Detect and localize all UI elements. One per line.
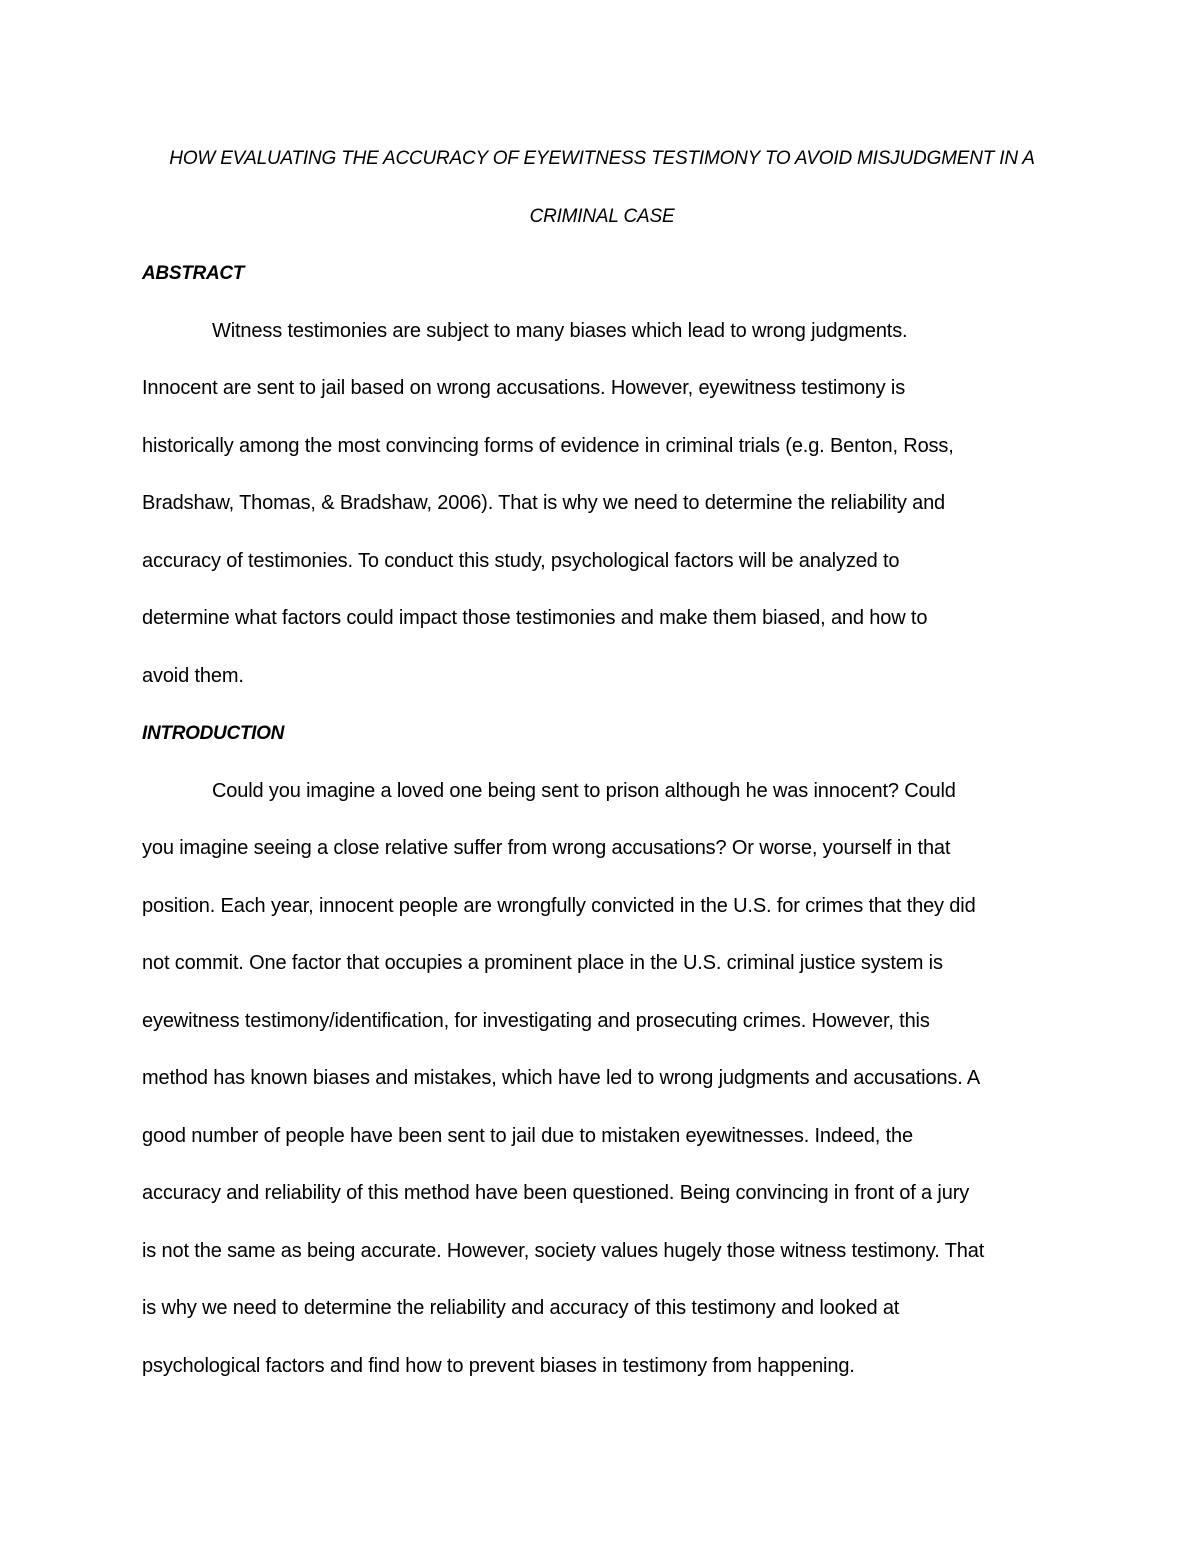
introduction-line: psychological factors and find how to prevent biases in testimony from happening. (142, 1354, 855, 1377)
introduction-line: is why we need to determine the reliability and accuracy of this testimony and looked at (142, 1297, 900, 1319)
introduction-line: not commit. One factor that occupies a prominent place in the U.S. criminal justice system is (142, 952, 943, 974)
document-title-line-1: HOW EVALUATING THE ACCURACY OF EYEWITNESS TESTIMONY TO AVOID MISJUDGMENT IN A (169, 148, 1035, 169)
introduction-line: you imagine seeing a close relative suffer from wrong accusations? Or worse, yourself in that (142, 837, 951, 859)
introduction-line: method has known biases and mistakes, which have led to wrong judgments and accusations. A (142, 1067, 981, 1089)
introduction-line: accuracy and reliability of this method have been questioned. Being convincing in front of a jury (142, 1182, 970, 1204)
introduction-line: is not the same as being accurate. However, society values hugely those witness testimony. That (142, 1239, 985, 1262)
abstract-line: accuracy of testimonies. To conduct this study, psychological factors will be analyzed to (142, 549, 900, 572)
abstract-heading: ABSTRACT (142, 263, 245, 284)
introduction-line: eyewitness testimony/identification, for investigating and prosecuting crimes. However, this (142, 1009, 930, 1032)
abstract-line: historically among the most convincing forms of evidence in criminal trials (e.g. Benton, Ross, (142, 434, 954, 457)
document-title-line-2: CRIMINAL CASE (529, 205, 675, 227)
abstract-line: determine what factors could impact those testimonies and make them biased, and how to (142, 607, 928, 629)
introduction-heading: INTRODUCTION (142, 723, 285, 744)
abstract-line: Bradshaw, Thomas, & Bradshaw, 2006). That is why we need to determine the reliability and (142, 492, 946, 514)
abstract-line: Innocent are sent to jail based on wrong accusations. However, eyewitness testimony is (142, 377, 906, 399)
introduction-line: Could you imagine a loved one being sent to prison although he was innocent? Could (212, 779, 956, 802)
document-body (142, 130, 1062, 1395)
introduction-line: good number of people have been sent to jail due to mistaken eyewitnesses. Indeed, the (142, 1124, 913, 1147)
abstract-line: avoid them. (142, 664, 244, 687)
introduction-line: position. Each year, innocent people are wrongfully convicted in the U.S. for crimes that they did (142, 894, 976, 917)
abstract-line: Witness testimonies are subject to many biases which lead to wrong judgments. (212, 319, 908, 342)
